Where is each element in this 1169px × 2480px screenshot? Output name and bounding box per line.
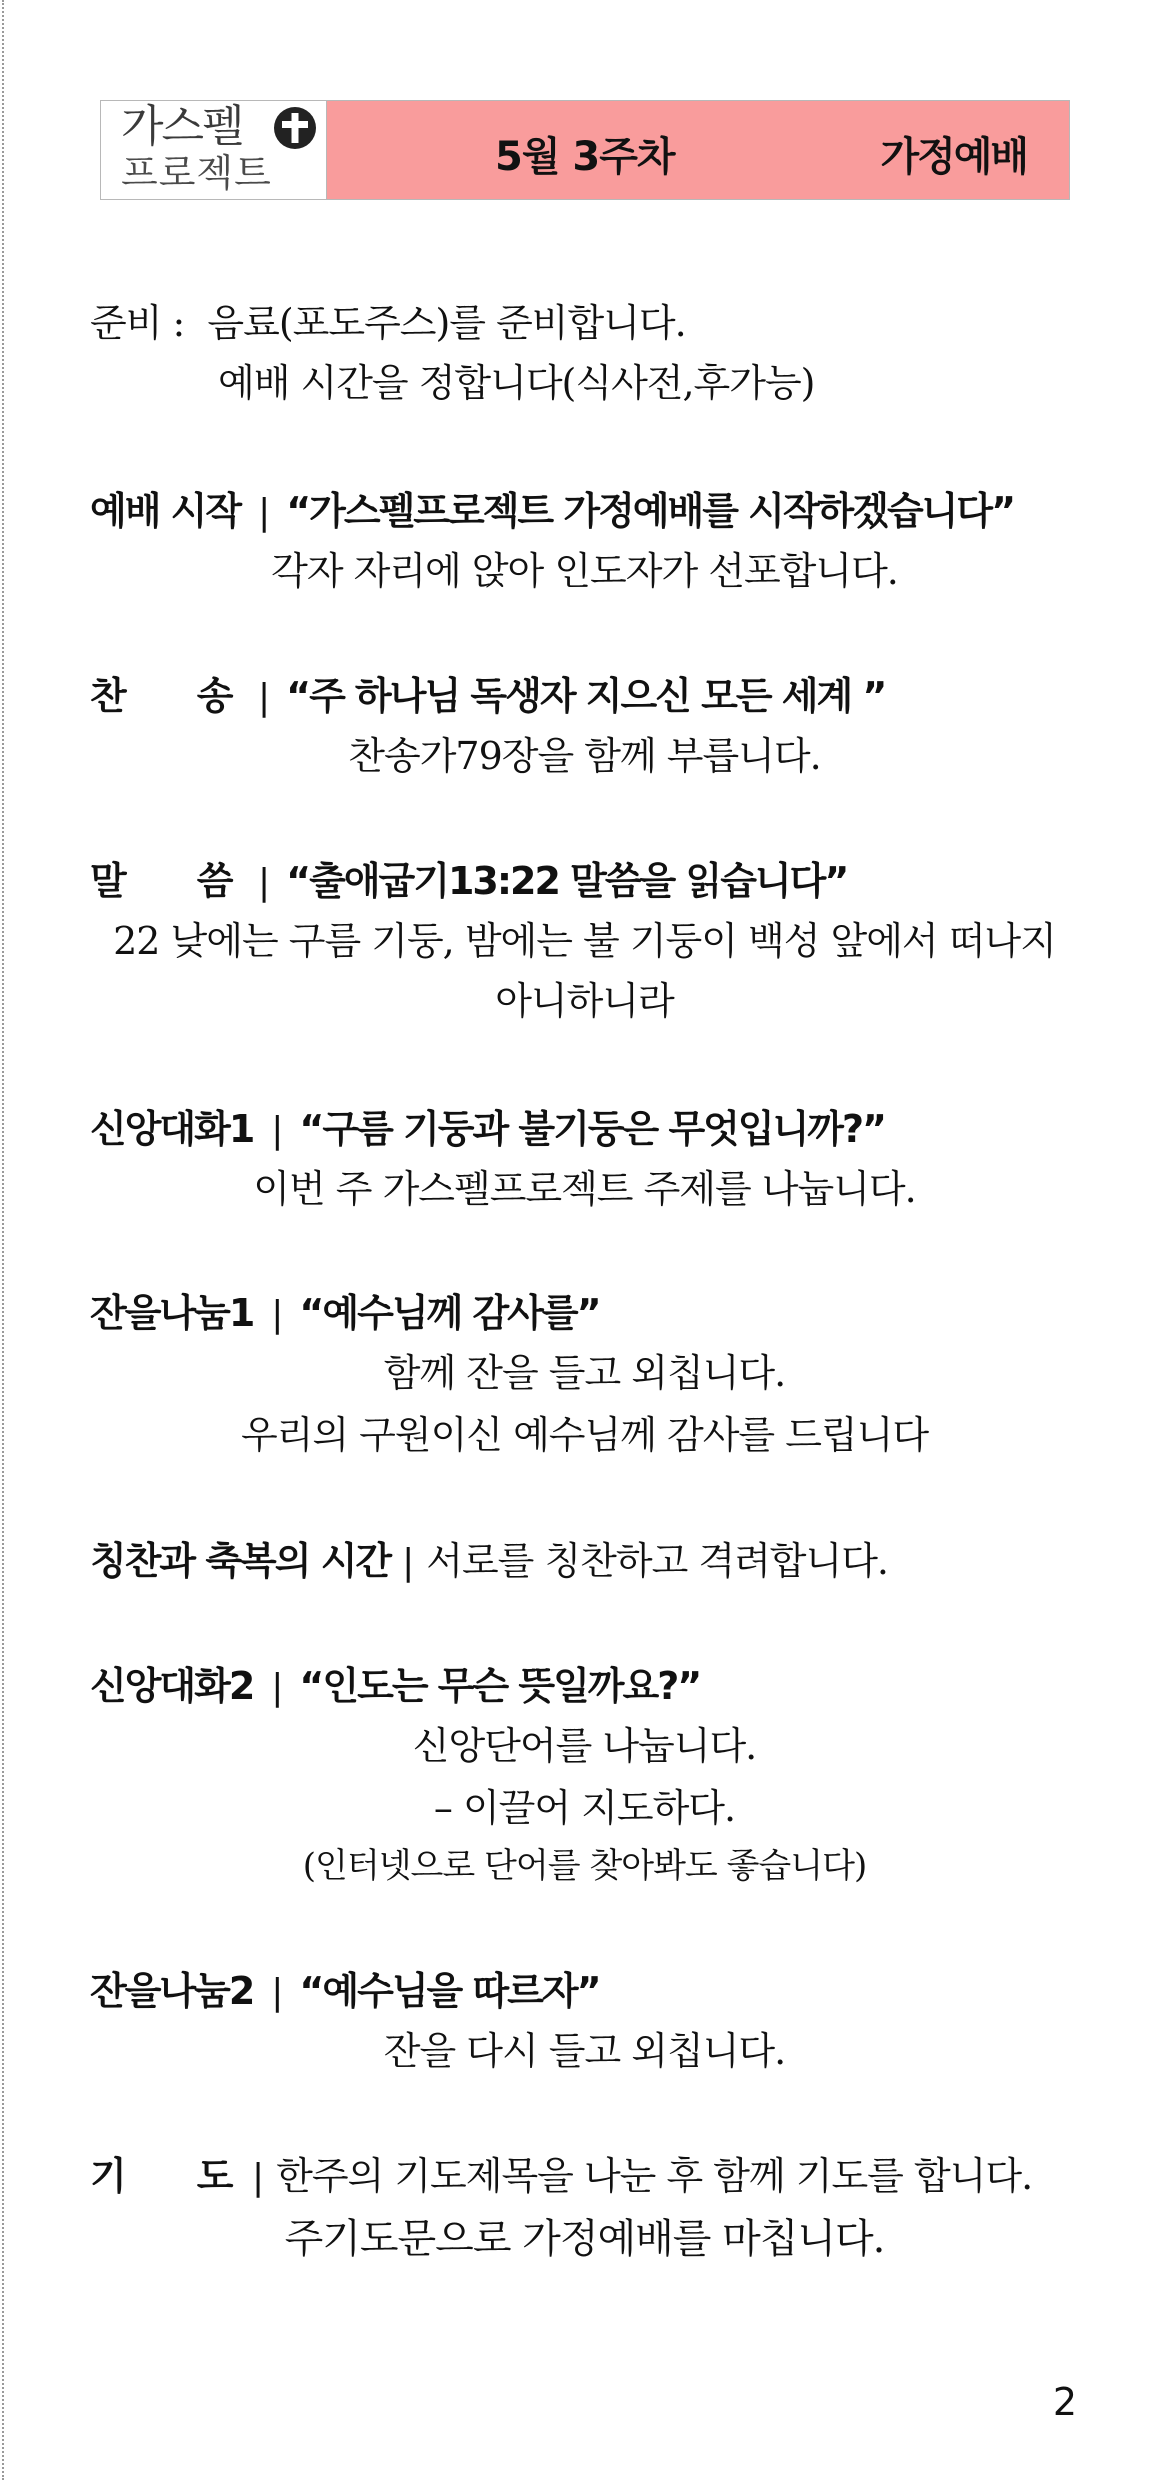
- cross-icon: [274, 107, 316, 149]
- section-text: (인터넷으로 단어를 찾아봐도 좋습니다): [302, 1846, 867, 1886]
- separator: |: [258, 492, 271, 533]
- section-quote: “예수님을 따르자”: [299, 1969, 600, 2013]
- section-quote: “주 하나님 독생자 지으신 모든 세계 ”: [286, 674, 886, 718]
- section-quote: “출애굽기13:22 말씀을 읽습니다”: [286, 859, 848, 903]
- section-worship-start: [90, 480, 1014, 535]
- section-text: 아니하니라: [495, 979, 674, 1023]
- section-text: 우리의 구원이신 예수님께 감사를 드립니다: [240, 1413, 929, 1457]
- prep-line1: 음료(포도주스)를 준비합니다.: [207, 301, 686, 345]
- section-label: 잔을나눔1: [90, 1291, 254, 1335]
- section-text: 함께 잔을 들고 외칩니다.: [383, 1351, 786, 1395]
- section-text: 22 낮에는 구름 기둥, 밤에는 불 기둥이 백성 앞에서 떠나지: [113, 919, 1056, 963]
- separator: |: [271, 1110, 284, 1151]
- section-faith-talk-2: [90, 1655, 700, 1710]
- section-text: 각자 자리에 앉아 인도자가 선포합니다.: [271, 549, 898, 593]
- section-quote: “예수님께 감사를”: [299, 1291, 600, 1335]
- section-quote: “가스펠프로젝트 가정예배를 시작하겠습니다”: [286, 489, 1015, 533]
- section-cup-sharing-1: [90, 1282, 600, 1337]
- section-cup-sharing-2: [90, 1960, 600, 2015]
- section-label: 신앙대화1: [90, 1107, 254, 1151]
- section-quote: “구름 기둥과 불기둥은 무엇입니까?”: [299, 1107, 886, 1151]
- separator: |: [258, 862, 271, 903]
- section-inline-text: 서로를 칭찬하고 격려합니다.: [426, 1539, 889, 1583]
- section-label: 찬 송: [90, 674, 232, 718]
- section-label: 칭찬과 축복의 시간: [90, 1539, 391, 1583]
- section-label: 잔을나눔2: [90, 1969, 254, 2013]
- header-bar: [100, 100, 1070, 200]
- separator: |: [252, 2157, 265, 2198]
- section-label: 신앙대화2: [90, 1664, 254, 1708]
- section-praise-blessing: [90, 1530, 888, 1585]
- logo: [101, 101, 327, 199]
- section-label: 기 도: [90, 2154, 232, 2198]
- section-quote: “인도는 무슨 뜻일까요?”: [299, 1664, 701, 1708]
- separator: |: [258, 677, 271, 718]
- page-edge-dots: [2, 0, 4, 2480]
- section-prayer: [90, 2145, 1032, 2200]
- page-number: 2: [1052, 2380, 1077, 2424]
- section-faith-talk-1: [90, 1098, 885, 1153]
- separator: |: [271, 1972, 284, 2013]
- section-label: 말 씀: [90, 859, 232, 903]
- logo-line1: 가스펠: [121, 101, 243, 152]
- prep-label: 준비 :: [90, 301, 185, 345]
- section-text: 찬송가79장을 함께 부릅니다.: [348, 734, 821, 778]
- header-banner: [327, 101, 1069, 199]
- section-label: 예배 시작: [90, 489, 241, 533]
- section-text: 이번 주 가스펠프로젝트 주제를 나눕니다.: [253, 1167, 916, 1211]
- section-scripture: [90, 850, 847, 905]
- prep-line2: 예배 시간을 정합니다(식사전,후가능): [218, 361, 815, 405]
- section-text: 신앙단어를 나눕니다.: [412, 1724, 757, 1768]
- section-inline-text: 한주의 기도제목을 나눈 후 함께 기도를 합니다.: [276, 2154, 1033, 2198]
- logo-line2: 프로젝트: [121, 151, 272, 195]
- prep-row: [90, 292, 686, 347]
- separator: |: [271, 1667, 284, 1708]
- week-label: 5월 3주차: [495, 134, 675, 180]
- section-hymn: [90, 665, 885, 720]
- separator: |: [271, 1294, 284, 1335]
- separator: |: [402, 1542, 415, 1583]
- section-text: 주기도문으로 가정예배를 마칩니다.: [284, 2216, 885, 2262]
- section-text: – 이끌어 지도하다.: [433, 1786, 736, 1830]
- page-title: 가정예배: [880, 134, 1027, 180]
- section-text: 잔을 다시 들고 외칩니다.: [383, 2029, 786, 2073]
